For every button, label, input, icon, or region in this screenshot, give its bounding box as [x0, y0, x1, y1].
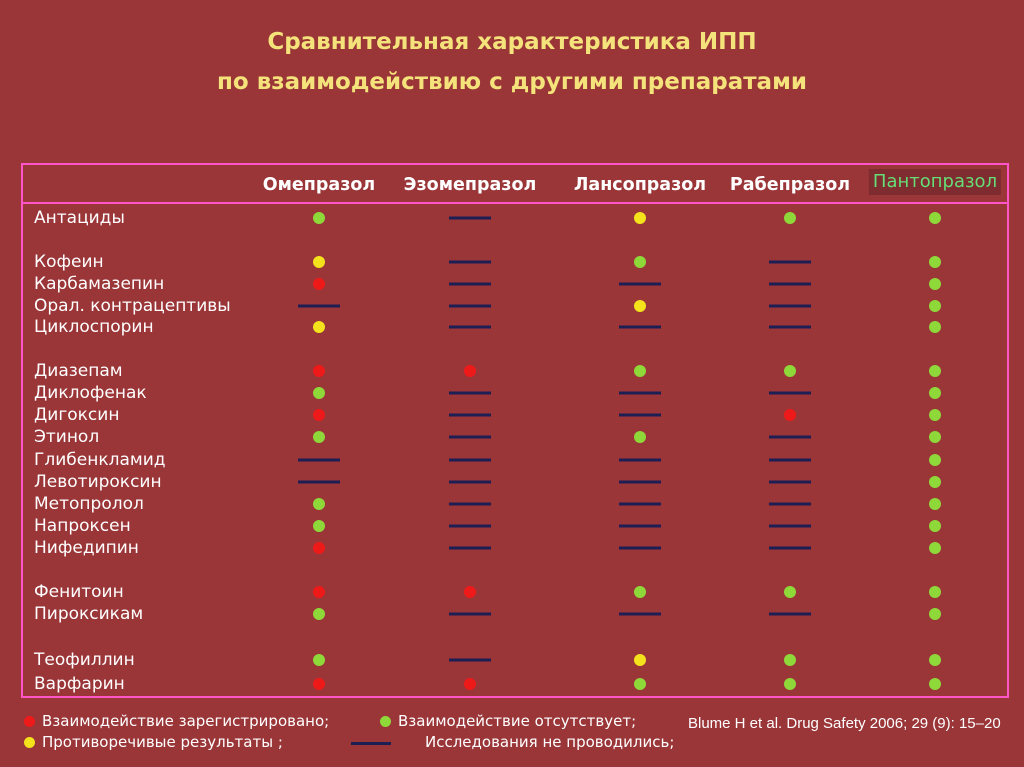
- green-dot-icon: [784, 654, 796, 666]
- red-dot-icon: [313, 542, 325, 554]
- row-label: Этинол: [34, 427, 100, 447]
- column-header-1: Омепразол: [262, 175, 376, 195]
- green-dot-icon: [634, 431, 646, 443]
- not-studied-dash-icon: [769, 481, 811, 484]
- not-studied-dash-icon: [619, 283, 661, 286]
- red-dot-icon: [784, 409, 796, 421]
- green-dot-icon: [929, 586, 941, 598]
- slide-title: [0, 22, 1024, 102]
- column-header-3: Лансопразол: [573, 175, 707, 195]
- not-studied-dash-icon: [769, 326, 811, 329]
- not-studied-dash-icon: [619, 481, 661, 484]
- yellow-dot-icon: [313, 256, 325, 268]
- green-dot-icon: [784, 678, 796, 690]
- green-dot-icon: [634, 678, 646, 690]
- green-dot-icon: [929, 542, 941, 554]
- not-studied-dash-icon: [619, 525, 661, 528]
- row-label: Диклофенак: [34, 383, 147, 403]
- green-dot-icon: [929, 300, 941, 312]
- green-dot-icon: [929, 454, 941, 466]
- legend-yellow-dot-icon: [24, 737, 35, 748]
- title-line-2: по взаимодействию с другими препаратами: [217, 69, 807, 95]
- not-studied-dash-icon: [449, 613, 491, 616]
- green-dot-icon: [929, 278, 941, 290]
- header-divider: [21, 202, 1009, 204]
- green-dot-icon: [929, 431, 941, 443]
- not-studied-dash-icon: [449, 261, 491, 264]
- not-studied-dash-icon: [298, 305, 340, 308]
- green-dot-icon: [929, 387, 941, 399]
- not-studied-dash-icon: [619, 503, 661, 506]
- not-studied-dash-icon: [619, 414, 661, 417]
- row-label: Орал. контрацептивы: [34, 296, 231, 316]
- legend-green-label: Взаимодействие отсутствует;: [398, 712, 637, 730]
- not-studied-dash-icon: [449, 326, 491, 329]
- legend-green-dot-icon: [380, 716, 391, 727]
- not-studied-dash-icon: [769, 459, 811, 462]
- red-dot-icon: [464, 365, 476, 377]
- not-studied-dash-icon: [449, 217, 491, 220]
- row-label: Дигоксин: [34, 405, 120, 425]
- not-studied-dash-icon: [619, 392, 661, 395]
- not-studied-dash-icon: [449, 436, 491, 439]
- legend-yellow-label: Противоречивые результаты ;: [42, 733, 283, 751]
- not-studied-dash-icon: [619, 613, 661, 616]
- not-studied-dash-icon: [449, 459, 491, 462]
- red-dot-icon: [313, 409, 325, 421]
- row-label: Глибенкламид: [34, 450, 166, 470]
- row-label: Фенитоин: [34, 582, 124, 602]
- column-header-4: Рабепразол: [729, 175, 851, 195]
- legend-red-dot-icon: [24, 716, 35, 727]
- legend-dash-label: Исследования не проводились;: [425, 733, 675, 751]
- green-dot-icon: [929, 520, 941, 532]
- green-dot-icon: [313, 387, 325, 399]
- green-dot-icon: [313, 498, 325, 510]
- green-dot-icon: [634, 256, 646, 268]
- green-dot-icon: [929, 498, 941, 510]
- green-dot-icon: [929, 212, 941, 224]
- not-studied-dash-icon: [298, 459, 340, 462]
- green-dot-icon: [784, 365, 796, 377]
- not-studied-dash-icon: [449, 547, 491, 550]
- row-label: Пироксикам: [34, 604, 144, 624]
- table-frame: [21, 163, 1009, 698]
- not-studied-dash-icon: [449, 481, 491, 484]
- column-header-2: Эзомепразол: [403, 175, 537, 195]
- green-dot-icon: [634, 586, 646, 598]
- green-dot-icon: [784, 586, 796, 598]
- yellow-dot-icon: [634, 300, 646, 312]
- yellow-dot-icon: [634, 212, 646, 224]
- green-dot-icon: [929, 365, 941, 377]
- red-dot-icon: [313, 678, 325, 690]
- green-dot-icon: [313, 520, 325, 532]
- not-studied-dash-icon: [769, 261, 811, 264]
- legend-dash-icon: [351, 742, 391, 745]
- row-label: Циклоспорин: [34, 317, 154, 337]
- not-studied-dash-icon: [449, 525, 491, 528]
- not-studied-dash-icon: [619, 547, 661, 550]
- green-dot-icon: [634, 365, 646, 377]
- not-studied-dash-icon: [769, 503, 811, 506]
- row-label: Антациды: [34, 208, 125, 228]
- not-studied-dash-icon: [769, 525, 811, 528]
- row-label: Кофеин: [34, 252, 104, 272]
- red-dot-icon: [313, 365, 325, 377]
- green-dot-icon: [929, 256, 941, 268]
- row-label: Напроксен: [34, 516, 131, 536]
- row-label: Варфарин: [34, 674, 125, 694]
- green-dot-icon: [929, 409, 941, 421]
- yellow-dot-icon: [313, 321, 325, 333]
- not-studied-dash-icon: [769, 613, 811, 616]
- green-dot-icon: [929, 321, 941, 333]
- green-dot-icon: [929, 608, 941, 620]
- not-studied-dash-icon: [298, 481, 340, 484]
- not-studied-dash-icon: [449, 305, 491, 308]
- green-dot-icon: [929, 678, 941, 690]
- not-studied-dash-icon: [449, 392, 491, 395]
- green-dot-icon: [313, 212, 325, 224]
- red-dot-icon: [313, 586, 325, 598]
- red-dot-icon: [313, 278, 325, 290]
- not-studied-dash-icon: [449, 503, 491, 506]
- green-dot-icon: [313, 608, 325, 620]
- row-label: Левотироксин: [34, 472, 162, 492]
- title-line-1: Сравнительная характеристика ИПП: [267, 29, 757, 55]
- not-studied-dash-icon: [449, 659, 491, 662]
- not-studied-dash-icon: [769, 305, 811, 308]
- green-dot-icon: [313, 654, 325, 666]
- column-header-5: Пантопразол: [869, 169, 1001, 195]
- not-studied-dash-icon: [769, 392, 811, 395]
- red-dot-icon: [464, 678, 476, 690]
- not-studied-dash-icon: [619, 326, 661, 329]
- not-studied-dash-icon: [769, 283, 811, 286]
- green-dot-icon: [929, 476, 941, 488]
- green-dot-icon: [313, 431, 325, 443]
- row-label: Нифедипин: [34, 538, 139, 558]
- row-label: Диазепам: [34, 361, 123, 381]
- not-studied-dash-icon: [769, 436, 811, 439]
- row-label: Теофиллин: [34, 650, 135, 670]
- yellow-dot-icon: [634, 654, 646, 666]
- green-dot-icon: [784, 212, 796, 224]
- reference-citation: Blume H et al. Drug Safety 2006; 29 (9): 15–20: [688, 715, 1001, 732]
- green-dot-icon: [929, 654, 941, 666]
- row-label: Метопролол: [34, 494, 144, 514]
- not-studied-dash-icon: [449, 283, 491, 286]
- red-dot-icon: [464, 586, 476, 598]
- not-studied-dash-icon: [769, 547, 811, 550]
- row-label: Карбамазепин: [34, 274, 165, 294]
- legend-red-label: Взаимодействие зарегистрировано;: [42, 712, 330, 730]
- not-studied-dash-icon: [619, 459, 661, 462]
- not-studied-dash-icon: [449, 414, 491, 417]
